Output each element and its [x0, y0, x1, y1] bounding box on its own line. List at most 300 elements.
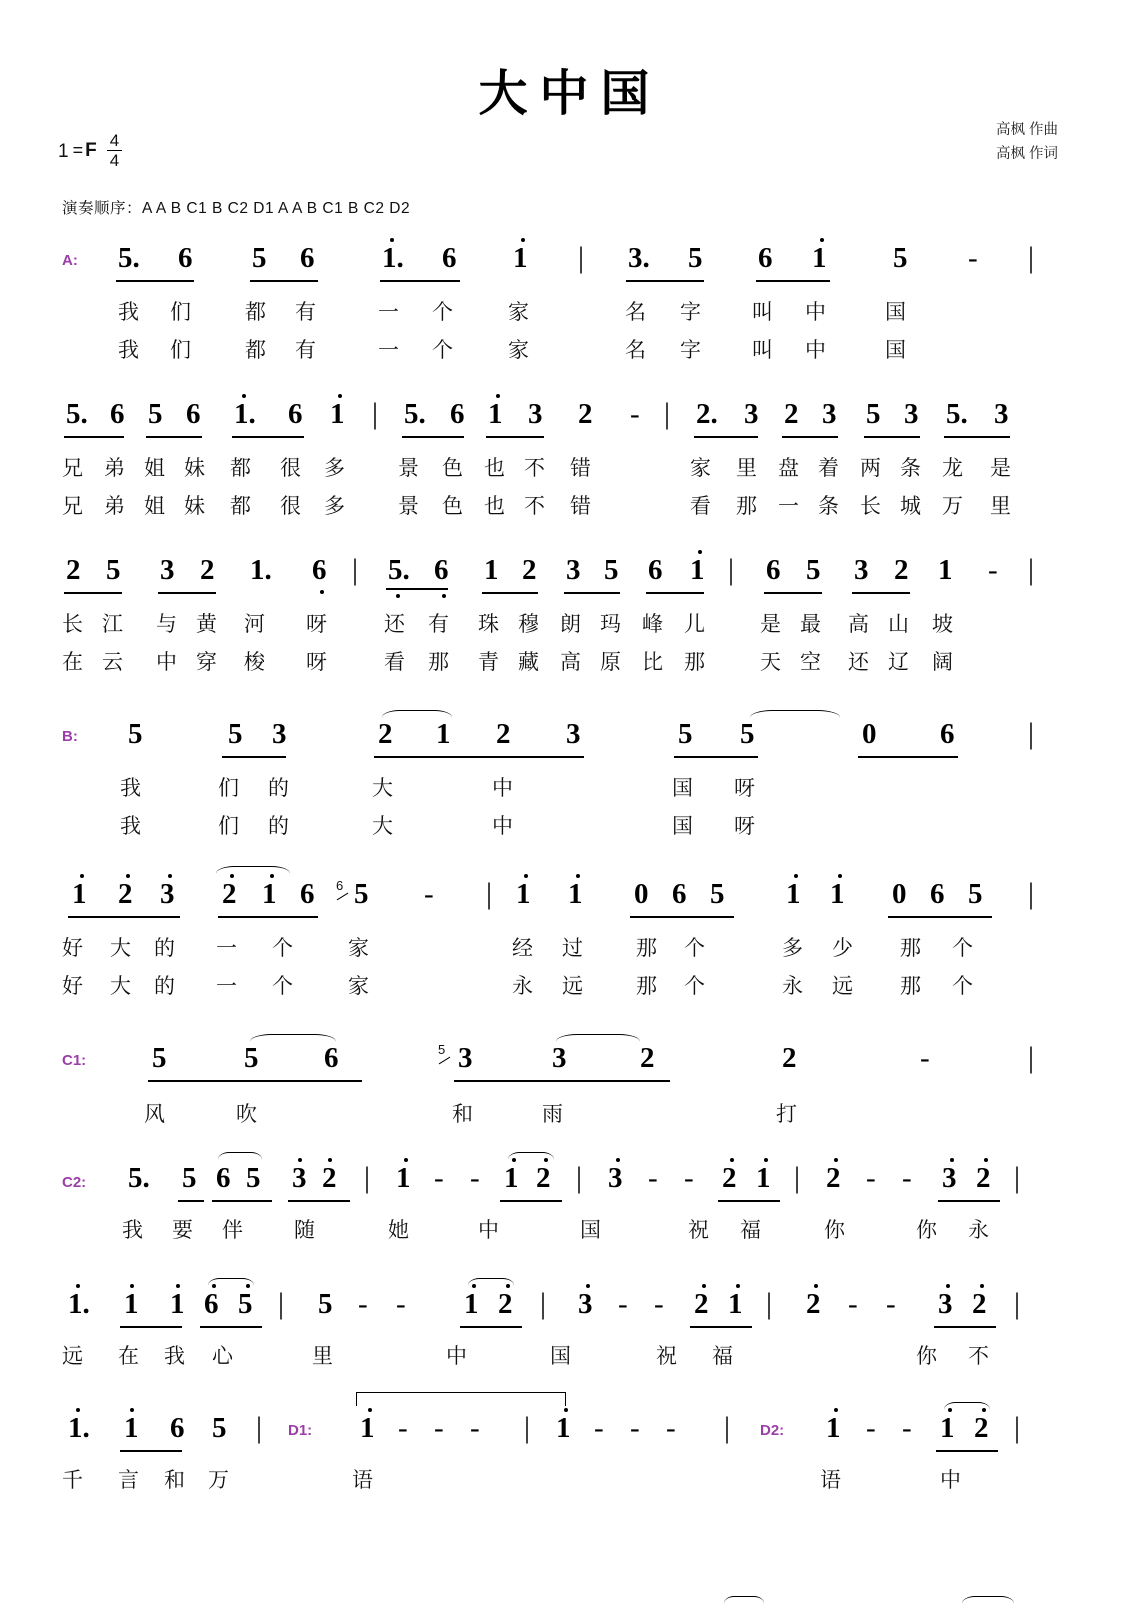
note: 1 [940, 1412, 955, 1444]
note: 5 [968, 878, 983, 910]
sustain-dash: - [866, 1162, 876, 1194]
lyric: 兄 [62, 495, 83, 518]
lyric: 错 [570, 495, 591, 518]
note: 5 [244, 1042, 259, 1074]
lyric: 中 [805, 301, 826, 324]
note: 1 [516, 878, 531, 910]
note: 1 [504, 1162, 519, 1194]
lyric: 阔 [932, 651, 953, 674]
lyric: 那 [900, 937, 921, 960]
lyric: 字 [680, 301, 701, 324]
note: 2 [222, 878, 237, 910]
lyric: 条 [900, 457, 921, 480]
note: 5 [128, 718, 143, 750]
lyric: 个 [432, 339, 453, 362]
lyric: 叫 [752, 301, 773, 324]
lyric: 和 [452, 1103, 473, 1126]
lyric: 妹 [184, 495, 205, 518]
note: 2 [894, 554, 909, 586]
lyric: 祝 [688, 1219, 709, 1242]
lyric: 看 [384, 651, 405, 674]
system-9 [0, 1406, 1140, 1516]
lyric: 高 [848, 613, 869, 636]
lyric: 万 [942, 495, 963, 518]
note: 0 [862, 718, 877, 750]
sustain-dash: - [434, 1162, 444, 1194]
lyric: 也 [484, 495, 505, 518]
lyric: 盘 [778, 457, 799, 480]
note: 2 [806, 1288, 821, 1320]
note: 1. [250, 554, 272, 586]
lyric: 的 [154, 975, 175, 998]
lyric: 那 [636, 937, 657, 960]
lyric: 们 [218, 777, 239, 800]
note: 5 [246, 1162, 261, 1194]
lyric: 比 [642, 651, 663, 674]
barline: | [728, 553, 735, 586]
key-equals-sign: = [72, 140, 84, 160]
lyric: 言 [118, 1469, 139, 1492]
note: 5. [66, 398, 88, 430]
lyric: 和 [164, 1469, 185, 1492]
lyric: 一 [216, 937, 237, 960]
barline: | [256, 1411, 263, 1444]
lyric: 那 [900, 975, 921, 998]
note: 1 [360, 1412, 375, 1444]
lyric: 中 [940, 1469, 961, 1492]
note: 0 [634, 878, 649, 910]
lyric: 心 [212, 1345, 233, 1368]
note: 6 [204, 1288, 219, 1320]
note: 5 [228, 718, 243, 750]
note: 2 [536, 1162, 551, 1194]
lyric: 有 [428, 613, 449, 636]
lyric: 兄 [62, 457, 83, 480]
lyric: 在 [118, 1345, 139, 1368]
lyric: 我 [122, 1219, 143, 1242]
note: 6 [288, 398, 303, 430]
lyric: 青 [478, 651, 499, 674]
lyric: 国 [672, 777, 693, 800]
note: 5 [710, 878, 725, 910]
slur-partial [724, 1596, 764, 1611]
note: 5. [128, 1162, 150, 1194]
note: 5 [354, 878, 369, 910]
lyric: 大 [372, 777, 393, 800]
lyric: 国 [550, 1345, 571, 1368]
system-2-notes [0, 392, 1140, 444]
lyric: 家 [348, 975, 369, 998]
note: 1 [568, 878, 583, 910]
note: 2. [696, 398, 718, 430]
lyric: 有 [295, 339, 316, 362]
barline: | [486, 877, 493, 910]
lyric: 都 [230, 495, 251, 518]
note: 1 [436, 718, 451, 750]
lyric: 个 [952, 937, 973, 960]
lyric: 那 [428, 651, 449, 674]
lyric: 不 [524, 495, 545, 518]
play-order-text: 演奏顺序：A A B C1 B C2 D1 A A B C1 B C2 D2 [62, 200, 411, 217]
sustain-dash: - [470, 1162, 480, 1194]
note: 1 [513, 242, 528, 274]
barline: | [1028, 1041, 1035, 1074]
note: 5 [182, 1162, 197, 1194]
lyric: 经 [512, 937, 533, 960]
lyric: 永 [968, 1219, 989, 1242]
note: 2 [66, 554, 81, 586]
system-7 [0, 1156, 1140, 1246]
system-9-notes [0, 1406, 1140, 1458]
page-title: 大中国 [478, 67, 662, 121]
note: 5. [404, 398, 426, 430]
note: 6 [940, 718, 955, 750]
lyric: 长 [62, 613, 83, 636]
lyric: 都 [230, 457, 251, 480]
credits-block [996, 118, 1058, 166]
note: 1 [124, 1288, 139, 1320]
note: 6 [648, 554, 663, 586]
note: 2 [378, 718, 393, 750]
lyric: 在 [62, 651, 83, 674]
sustain-dash: - [666, 1412, 676, 1444]
sustain-dash: - [630, 1412, 640, 1444]
sustain-dash: - [684, 1162, 694, 1194]
note: 1 [488, 398, 503, 430]
barline: | [540, 1287, 547, 1320]
lyric: 的 [268, 777, 289, 800]
lyric: 字 [680, 339, 701, 362]
note: 3 [608, 1162, 623, 1194]
sustain-dash: - [988, 554, 998, 586]
lyric: 错 [570, 457, 591, 480]
sustain-dash: - [902, 1162, 912, 1194]
lyric: 少 [832, 937, 853, 960]
lyric: 永 [512, 975, 533, 998]
note: 5. [118, 242, 140, 274]
barline: | [576, 1161, 583, 1194]
note: 1 [690, 554, 705, 586]
lyric: 黄 [196, 613, 217, 636]
lyric: 你 [916, 1345, 937, 1368]
note: 5. [946, 398, 968, 430]
lyric: 名 [625, 339, 646, 362]
lyric: 永 [782, 975, 803, 998]
barline: | [352, 553, 359, 586]
note: 6 [186, 398, 201, 430]
section-label-d1: D1: [288, 1422, 313, 1439]
note: 1 [72, 878, 87, 910]
note: 5 [688, 242, 703, 274]
lyric: 中 [805, 339, 826, 362]
time-signature-denominator: 4 [109, 151, 120, 170]
note: 2 [722, 1162, 737, 1194]
lyric: 藏 [518, 651, 539, 674]
note: 2 [972, 1288, 987, 1320]
lyric: 千 [62, 1469, 83, 1492]
note: 5 [212, 1412, 227, 1444]
lyric: 个 [432, 301, 453, 324]
lyric: 呀 [734, 777, 755, 800]
note: 1 [262, 878, 277, 910]
note: 1 [330, 398, 345, 430]
note: 3 [528, 398, 543, 430]
lyric: 景 [398, 495, 419, 518]
note: 5 [318, 1288, 333, 1320]
note: 5 [893, 242, 908, 274]
grace-note: 6 [336, 878, 344, 893]
lyric: 远 [832, 975, 853, 998]
note: 2 [522, 554, 537, 586]
lyric: 雨 [542, 1103, 563, 1126]
lyric: 中 [492, 815, 513, 838]
system-5-notes [0, 872, 1140, 924]
note: 3 [744, 398, 759, 430]
system-4-notes [0, 712, 1140, 764]
lyric: 两 [860, 457, 881, 480]
note: 1 [728, 1288, 743, 1320]
lyric: 祝 [656, 1345, 677, 1368]
barline: | [1014, 1411, 1021, 1444]
note: 3 [578, 1288, 593, 1320]
barline: | [524, 1411, 531, 1444]
lyric: 个 [684, 975, 705, 998]
lyric: 是 [990, 457, 1011, 480]
lyric: 福 [740, 1219, 761, 1242]
lyric: 好 [62, 937, 83, 960]
note: 6 [758, 242, 773, 274]
note: 5 [152, 1042, 167, 1074]
lyric: 高 [560, 651, 581, 674]
note: 6 [324, 1042, 339, 1074]
lyric: 的 [268, 815, 289, 838]
slur-partial-2 [962, 1596, 1014, 1611]
system-8-notes [0, 1282, 1140, 1334]
note: 3. [628, 242, 650, 274]
sustain-dash: - [434, 1412, 444, 1444]
lyric: 叫 [752, 339, 773, 362]
system-2 [0, 392, 1140, 518]
lyric: 城 [900, 495, 921, 518]
lyric: 穆 [518, 613, 539, 636]
lyric: 要 [172, 1219, 193, 1242]
note: 2 [694, 1288, 709, 1320]
lyric: 大 [110, 975, 131, 998]
sustain-dash: - [618, 1288, 628, 1320]
note: 3 [942, 1162, 957, 1194]
lyric: 大 [372, 815, 393, 838]
barline: | [578, 241, 585, 274]
lyric: 是 [760, 613, 781, 636]
lyric: 一 [778, 495, 799, 518]
note: 5 [252, 242, 267, 274]
lyric: 都 [245, 339, 266, 362]
system-4 [0, 712, 1140, 838]
lyric: 那 [636, 975, 657, 998]
sustain-dash: - [470, 1412, 480, 1444]
lyric: 福 [712, 1345, 733, 1368]
lyric: 你 [824, 1219, 845, 1242]
lyric: 随 [294, 1219, 315, 1242]
note: 2 [578, 398, 593, 430]
lyric: 中 [156, 651, 177, 674]
lyric: 里 [736, 457, 757, 480]
barline: | [1014, 1287, 1021, 1320]
sustain-dash: - [902, 1412, 912, 1444]
barline: | [1028, 717, 1035, 750]
system-8 [0, 1282, 1140, 1372]
barline: | [1028, 241, 1035, 274]
note: 1. [234, 398, 256, 430]
note: 3 [160, 878, 175, 910]
note: 2 [826, 1162, 841, 1194]
lyric: 你 [916, 1219, 937, 1242]
system-3-notes [0, 548, 1140, 600]
lyric: 呀 [306, 613, 327, 636]
lyric: 万 [208, 1469, 229, 1492]
note: 1 [556, 1412, 571, 1444]
note: 6 [170, 1412, 185, 1444]
lyric: 穿 [196, 651, 217, 674]
lyricist-text: 高枫 作词 [995, 146, 1058, 162]
lyric: 还 [848, 651, 869, 674]
note: 1 [826, 1412, 841, 1444]
lyric: 空 [800, 651, 821, 674]
lyric: 个 [272, 937, 293, 960]
lyric: 姐 [144, 457, 165, 480]
lyric: 家 [508, 301, 529, 324]
lyric: 中 [478, 1219, 499, 1242]
lyric: 我 [164, 1345, 185, 1368]
lyric: 国 [672, 815, 693, 838]
lyric: 河 [244, 613, 265, 636]
lyric: 景 [398, 457, 419, 480]
note: 3 [994, 398, 1009, 430]
note: 2 [782, 1042, 797, 1074]
sustain-dash: - [648, 1162, 658, 1194]
lyric: 很 [280, 457, 301, 480]
note: 6 [450, 398, 465, 430]
note: 6 [216, 1162, 231, 1194]
barline: | [1014, 1161, 1021, 1194]
lyric: 呀 [306, 651, 327, 674]
lyric: 辽 [888, 651, 909, 674]
note: 2 [200, 554, 215, 586]
note: 6 [312, 554, 327, 586]
lyric: 着 [818, 457, 839, 480]
lyric: 我 [120, 777, 141, 800]
lyric: 一 [378, 339, 399, 362]
lyric: 吹 [236, 1103, 257, 1126]
barline: | [364, 1161, 371, 1194]
barline: | [766, 1287, 773, 1320]
lyric: 我 [118, 301, 139, 324]
lyric: 那 [736, 495, 757, 518]
lyric: 远 [62, 1345, 83, 1368]
system-1-notes [0, 236, 1140, 288]
sustain-dash: - [654, 1288, 664, 1320]
note: 1 [830, 878, 845, 910]
note: 1. [382, 242, 404, 274]
note: 3 [458, 1042, 473, 1074]
system-10-partial [0, 1596, 1140, 1616]
barline: | [724, 1411, 731, 1444]
lyric: 们 [170, 339, 191, 362]
barline: | [372, 397, 379, 430]
lyric: 多 [324, 495, 345, 518]
lyric: 多 [782, 937, 803, 960]
lyric: 呀 [734, 815, 755, 838]
note: 2 [640, 1042, 655, 1074]
note: 5 [678, 718, 693, 750]
key-do-number: 1 [58, 140, 69, 162]
note: 3 [552, 1042, 567, 1074]
lyric: 个 [684, 937, 705, 960]
sustain-dash: - [866, 1412, 876, 1444]
lyric: 玛 [600, 613, 621, 636]
lyric: 个 [952, 975, 973, 998]
sustain-dash: - [920, 1042, 930, 1074]
sustain-dash: - [886, 1288, 896, 1320]
note: 6 [110, 398, 125, 430]
lyric: 看 [690, 495, 711, 518]
lyric: 的 [154, 937, 175, 960]
lyric: 一 [216, 975, 237, 998]
lyric: 名 [625, 301, 646, 324]
lyric: 姐 [144, 495, 165, 518]
lyric: 不 [968, 1345, 989, 1368]
lyric: 远 [562, 975, 583, 998]
lyric: 弟 [104, 495, 125, 518]
system-3 [0, 548, 1140, 674]
time-signature-numerator: 4 [107, 132, 122, 151]
lyric: 们 [218, 815, 239, 838]
key-letter: F [85, 139, 97, 161]
lyric: 家 [348, 937, 369, 960]
note: 6 [766, 554, 781, 586]
lyric: 国 [885, 301, 906, 324]
lyric: 还 [384, 613, 405, 636]
system-5 [0, 872, 1140, 998]
section-label-c1: C1: [62, 1052, 87, 1069]
lyric: 大 [110, 937, 131, 960]
note: 1 [484, 554, 499, 586]
lyric: 天 [760, 651, 781, 674]
note: 3 [938, 1288, 953, 1320]
lyric: 有 [295, 301, 316, 324]
note: 1. [68, 1288, 90, 1320]
system-6 [0, 1030, 1140, 1126]
sustain-dash: - [396, 1288, 406, 1320]
sustain-dash: - [594, 1412, 604, 1444]
lyric: 们 [170, 301, 191, 324]
sustain-dash: - [424, 878, 434, 910]
lyric: 一 [378, 301, 399, 324]
lyric: 过 [562, 937, 583, 960]
lyric: 妹 [184, 457, 205, 480]
lyric: 中 [492, 777, 513, 800]
lyric: 好 [62, 975, 83, 998]
note: 1. [68, 1412, 90, 1444]
section-label-b: B: [62, 728, 78, 745]
note: 2 [976, 1162, 991, 1194]
system-1 [0, 236, 1140, 362]
grace-note: 5 [438, 1042, 446, 1057]
lyric: 长 [860, 495, 881, 518]
lyric: 也 [484, 457, 505, 480]
sustain-dash: - [968, 242, 978, 274]
note: 2 [322, 1162, 337, 1194]
